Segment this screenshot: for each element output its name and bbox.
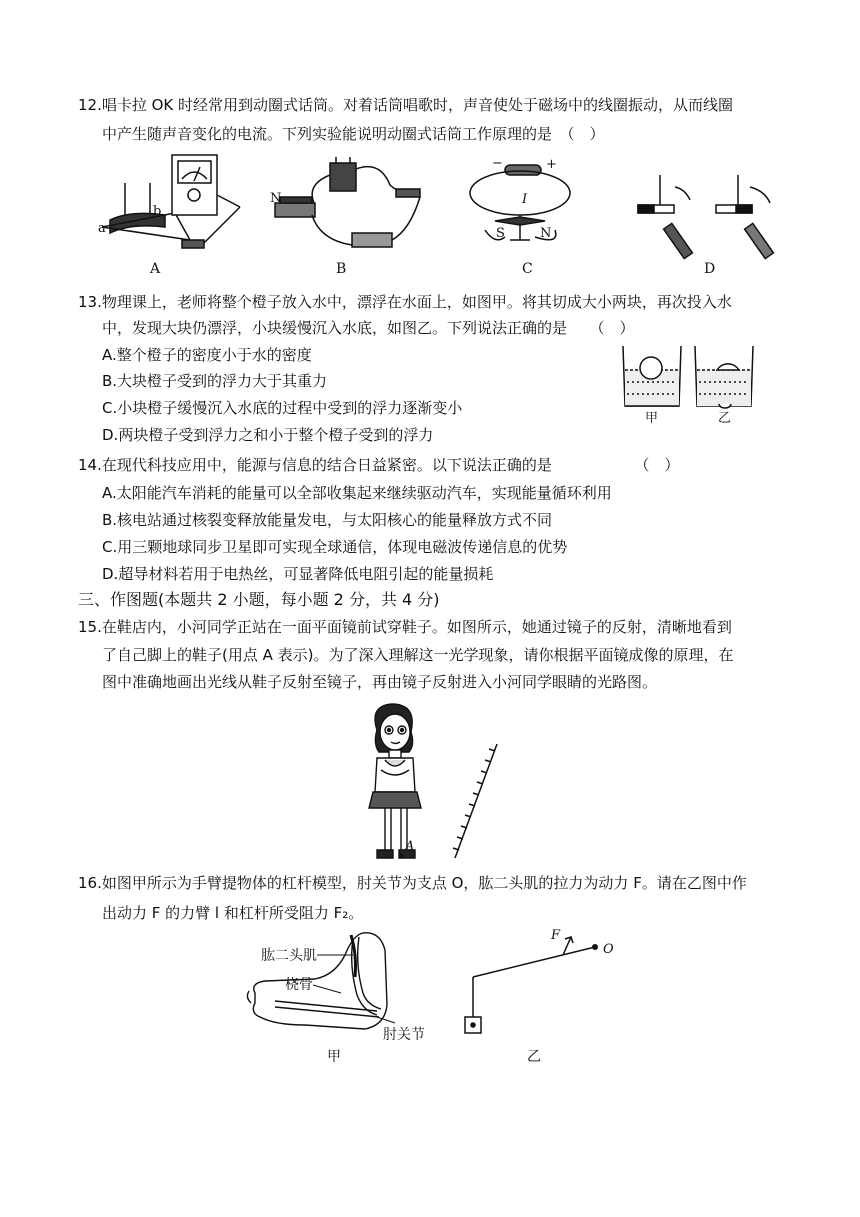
q13-figure bbox=[615, 340, 765, 428]
q15-stem-line1: 15.在鞋店内，小河同学正站在一面平面镜前试穿鞋子。如图所示，她通过镜子的反射，清晰地看到 bbox=[78, 618, 732, 636]
pivot-point bbox=[592, 944, 598, 950]
q12-c-label-s: S bbox=[496, 226, 505, 241]
q14-option-b: B.核电站通过核裂变释放能量发电，与太阳核心的能量释放方式不同 bbox=[102, 511, 553, 529]
q14-stem: 14.在现代科技应用中，能源与信息的结合日益紧密。以下说法正确的是 （ ） bbox=[78, 456, 680, 474]
q14-option-d: D.超导材料若用于电热丝，可显著降低电阻引起的能量损耗 bbox=[102, 565, 494, 583]
q16-figures bbox=[245, 925, 625, 1065]
q13-stem-line2: 中，发现大块仍漂浮，小块缓慢沉入水底，如图乙。下列说法正确的是 （ ） bbox=[102, 319, 635, 337]
q12-figure-b bbox=[270, 157, 420, 247]
q12-option-a: A bbox=[150, 261, 161, 277]
q13-option-d: D.两块橙子受到浮力之和小于整个橙子受到的浮力 bbox=[102, 426, 434, 444]
girl-figure bbox=[369, 704, 421, 858]
plane-mirror bbox=[453, 744, 497, 858]
q13-fig-label-yi: 乙 bbox=[718, 411, 732, 426]
label-elbow: 肘关节 bbox=[383, 1027, 425, 1043]
q13-option-a: A.整个橙子的密度小于水的密度 bbox=[102, 346, 312, 364]
caption-yi: 乙 bbox=[527, 1049, 541, 1065]
q12-figure-a bbox=[98, 155, 240, 248]
q15-figure bbox=[355, 700, 515, 865]
q12-option-d: D bbox=[704, 261, 716, 277]
q13-option-b: B.大块橙子受到的浮力大于其重力 bbox=[102, 372, 328, 390]
q12-figures bbox=[90, 145, 810, 285]
label-force-f: F bbox=[551, 928, 561, 943]
q12-a-label-b: b bbox=[153, 204, 162, 219]
caption-jia: 甲 bbox=[327, 1049, 341, 1065]
q15-stem-line2: 了自己脚上的鞋子(用点 A 表示)。为了深入理解这一光学现象，请你根据平面镜成像的原理，在 bbox=[102, 646, 734, 664]
q12-c-label-n: N bbox=[540, 226, 552, 241]
q13-option-c: C.小块橙子缓慢沉入水底的过程中受到的浮力逐渐变小 bbox=[102, 399, 463, 417]
q16-stem-line1: 16.如图甲所示为手臂提物体的杠杆模型，肘关节为支点 O，肱二头肌的拉力为动力 F。请在乙图中作 bbox=[78, 874, 747, 892]
q12-option-c: C bbox=[522, 261, 533, 277]
q16-lever-figure bbox=[465, 937, 595, 1033]
label-biceps: 肱二头肌 bbox=[261, 948, 317, 964]
q12-c-label-plus: + bbox=[546, 157, 557, 172]
point-a-label: A bbox=[405, 839, 415, 854]
q12-stem-line2: 中产生随声音变化的电流。下列实验能说明动圈式话筒工作原理的是 （ ） bbox=[102, 125, 605, 143]
q12-c-label-minus: − bbox=[492, 156, 503, 171]
q12-b-label-n: N bbox=[270, 191, 282, 206]
beaker-jia bbox=[623, 346, 681, 406]
label-radius: 桡骨 bbox=[285, 977, 313, 993]
beaker-yi bbox=[695, 346, 753, 408]
q16-stem-line2: 出动力 F 的力臂 l 和杠杆所受阻力 F₂。 bbox=[102, 904, 364, 922]
section3-heading: 三、作图题(本题共 2 小题，每小题 2 分，共 4 分) bbox=[78, 590, 440, 609]
q14-option-c: C.用三颗地球同步卫星即可实现全球通信，体现电磁波传递信息的优势 bbox=[102, 538, 568, 556]
q13-stem-line1: 13.物理课上，老师将整个橙子放入水中，漂浮在水面上，如图甲。将其切成大小两块，再次投入水 bbox=[78, 293, 732, 311]
q12-a-label-a: a bbox=[98, 221, 106, 236]
q12-c-label-current: I bbox=[522, 192, 528, 207]
q13-fig-label-jia: 甲 bbox=[645, 411, 659, 426]
q15-stem-line3: 图中准确地画出光线从鞋子反射至镜子，再由镜子反射进入小河同学眼睛的光路图。 bbox=[102, 673, 658, 691]
q12-figure-c bbox=[470, 156, 570, 241]
q12-figure-d bbox=[638, 175, 773, 259]
q12-stem-line1: 12.唱卡拉 OK 时经常用到动圈式话筒。对着话筒唱歌时，声音使处于磁场中的线圈振动，从而线圈 bbox=[78, 96, 734, 114]
q12-option-b: B bbox=[336, 261, 347, 277]
q14-option-a: A.太阳能汽车消耗的能量可以全部收集起来继续驱动汽车，实现能量循环利用 bbox=[102, 484, 612, 502]
label-pivot-o: O bbox=[603, 942, 614, 957]
point-a-dot bbox=[399, 854, 404, 859]
